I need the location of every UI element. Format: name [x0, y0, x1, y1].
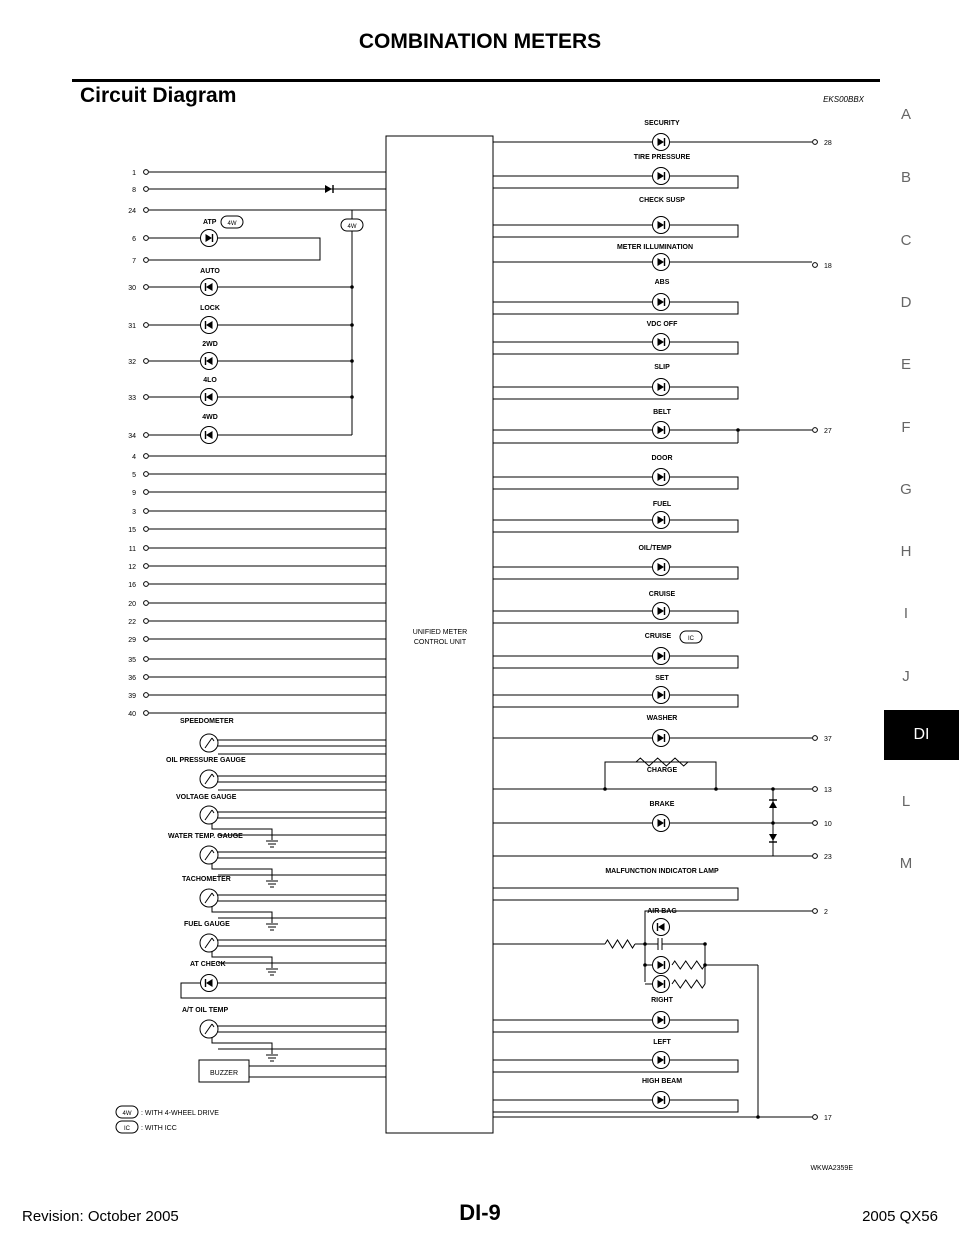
side-index-i[interactable]: I	[903, 605, 909, 622]
indicator-lamp-icon	[653, 730, 670, 747]
belt-lamp-icon	[653, 422, 670, 439]
wire	[493, 225, 738, 237]
auto-lamp-icon	[201, 279, 218, 296]
gauge-meter-icon	[200, 846, 218, 864]
right-lamp-label: CHARGE	[646, 767, 678, 774]
right-lamp-label: SECURITY	[644, 120, 680, 127]
gauge-meter-icon	[200, 934, 218, 952]
right-pin-terminal	[813, 909, 818, 914]
side-index-m[interactable]: M	[899, 855, 913, 872]
gauge-label: A/T OIL TEMP	[182, 1007, 229, 1014]
figure-code: WKWA2359E	[810, 1165, 853, 1172]
footer-page-number: DI-9	[459, 1200, 501, 1225]
side-index-d[interactable]: D	[900, 294, 912, 311]
gauge-meter-icon	[200, 734, 218, 752]
left-pin-number: 5	[132, 472, 136, 479]
wire	[645, 911, 812, 944]
indicator-label: AUTO	[200, 268, 220, 275]
left-pin-terminal	[144, 170, 149, 175]
junction-dot	[350, 395, 354, 399]
junction-dot	[703, 963, 707, 967]
wire	[493, 611, 738, 623]
left-pin-terminal	[144, 601, 149, 606]
2wd-lamp-icon	[201, 353, 218, 370]
right-pin-number: 37	[824, 736, 832, 743]
left-pin-number: 36	[128, 675, 136, 682]
indicator-lamp-icon	[653, 254, 670, 271]
wire	[493, 302, 738, 314]
left-pin-terminal	[144, 187, 149, 192]
right-lamp-label: BELT	[653, 409, 671, 416]
left-pin-number: 20	[128, 601, 136, 608]
left-pin-terminal	[144, 564, 149, 569]
left-pin-number: 4	[132, 454, 136, 461]
left-pin-terminal	[144, 711, 149, 716]
ground-icon	[266, 1055, 278, 1061]
wire	[493, 342, 738, 354]
right-pin-terminal	[813, 263, 818, 268]
junction-dot	[756, 1115, 760, 1119]
junction-dot	[350, 285, 354, 289]
left-pin-number: 6	[132, 236, 136, 243]
wire	[493, 520, 738, 532]
junction-dot	[643, 963, 647, 967]
right-pin-terminal	[813, 428, 818, 433]
right-lamp-label: AIR BAG	[647, 908, 677, 915]
unit-label-line1: UNIFIED METER	[412, 629, 468, 636]
right-lamp-label: HIGH BEAM	[641, 1078, 683, 1085]
left-pin-number: 22	[128, 619, 136, 626]
left-pin-terminal	[144, 582, 149, 587]
right-pin-number: 17	[824, 1115, 832, 1122]
side-index-l[interactable]: L	[901, 793, 911, 810]
left-pin-terminal	[144, 285, 149, 290]
indicator-lamp-icon	[653, 1052, 670, 1069]
left-pin-terminal	[144, 258, 149, 263]
right-pin-terminal	[813, 787, 818, 792]
right-pin-number: 23	[824, 854, 832, 861]
diode-icon	[325, 185, 332, 193]
right-pin-terminal	[813, 821, 818, 826]
right-pin-terminal	[813, 140, 818, 145]
wire	[493, 695, 738, 707]
side-index-c[interactable]: C	[900, 232, 912, 249]
4wd-lamp-icon	[201, 427, 218, 444]
tag-4w-atp-text: 4W	[227, 221, 237, 227]
left-pin-terminal	[144, 472, 149, 477]
right-pin-terminal	[813, 854, 818, 859]
left-pin-number: 3	[132, 509, 136, 516]
left-pin-terminal	[144, 509, 149, 514]
left-pin-number: 33	[128, 395, 136, 402]
brake-diode-icon	[769, 800, 777, 808]
wire	[493, 567, 738, 579]
left-pin-number: 32	[128, 359, 136, 366]
at-check-lamp-icon	[201, 975, 218, 992]
buzzer-label: BUZZER	[210, 1070, 238, 1077]
diode-triangle	[769, 834, 777, 841]
left-pin-terminal	[144, 433, 149, 438]
brake-diode-icon	[769, 834, 777, 842]
left-pin-number: 30	[128, 285, 136, 292]
indicator-label: 2WD	[202, 341, 218, 348]
indicator-label: ATP	[203, 219, 217, 226]
wire	[493, 387, 738, 399]
left-pin-number: 39	[128, 693, 136, 700]
right-lamp-label: MALFUNCTION INDICATOR LAMP	[605, 868, 719, 875]
wire	[493, 656, 738, 668]
gauge-label: OIL PRESSURE GAUGE	[166, 757, 246, 764]
side-index-di-active[interactable]: DI	[884, 710, 959, 760]
junction-dot	[771, 821, 775, 825]
junction-dot	[736, 428, 740, 432]
right-lamp-label: FUEL	[652, 501, 672, 508]
side-index-g[interactable]: G	[900, 481, 912, 498]
right-lamp-label: ABS	[654, 279, 670, 286]
left-pin-terminal	[144, 546, 149, 551]
side-index-h[interactable]: H	[900, 543, 912, 560]
junction-dot	[714, 787, 718, 791]
right-pin-number: 2	[824, 909, 828, 916]
gauge-meter-icon	[200, 770, 218, 788]
right-lamp-label: METER ILLUMINATION	[616, 244, 694, 251]
left-pin-terminal	[144, 693, 149, 698]
junction-dot	[643, 942, 647, 946]
footer-model: 2005 QX56	[862, 1208, 938, 1225]
airbag-lamp-icon	[653, 919, 670, 936]
airbag-resistor-icon	[672, 980, 705, 988]
left-pin-terminal	[144, 675, 149, 680]
right-lamp-label: BRAKE	[649, 801, 675, 808]
gauge-meter-icon	[200, 1020, 218, 1038]
left-pin-number: 29	[128, 637, 136, 644]
left-pin-number: 1	[132, 170, 136, 177]
junction-dot	[350, 323, 354, 327]
left-pin-terminal	[144, 454, 149, 459]
indicator-lamp-icon	[653, 512, 670, 529]
left-pin-terminal	[144, 236, 149, 241]
indicator-lamp-icon	[653, 648, 670, 665]
left-pin-number: 16	[128, 582, 136, 589]
right-lamp-label: CRUISE	[648, 591, 676, 598]
indicator-lamp-icon	[653, 134, 670, 151]
gauge-meter-icon	[200, 889, 218, 907]
indicator-lamp-icon	[653, 1012, 670, 1029]
indicator-lamp-icon	[653, 469, 670, 486]
side-index-j[interactable]: J	[902, 668, 910, 685]
gauge-label: VOLTAGE GAUGE	[176, 794, 237, 801]
wire	[493, 477, 738, 489]
left-pin-terminal	[144, 323, 149, 328]
gauge-label: TACHOMETER	[182, 876, 231, 883]
gauge-label: SPEEDOMETER	[180, 718, 234, 725]
wire	[493, 1020, 738, 1032]
left-pin-number: 31	[128, 323, 136, 330]
wire	[493, 1100, 738, 1112]
side-index-e[interactable]: E	[900, 356, 911, 373]
wire	[493, 1060, 738, 1072]
junction-dot	[771, 787, 775, 791]
diode-triangle	[769, 801, 777, 808]
wire	[493, 888, 738, 900]
indicator-lamp-icon	[653, 603, 670, 620]
lock-lamp-icon	[201, 317, 218, 334]
indicator-lamp-icon	[653, 379, 670, 396]
left-pin-number: 12	[128, 564, 136, 571]
airbag-resistor-icon	[605, 940, 635, 948]
legend-tag-ic-text: IC	[124, 1126, 130, 1132]
indicator-lamp-icon	[653, 559, 670, 576]
airbag-lamp-icon	[653, 976, 670, 993]
left-pin-number: 9	[132, 490, 136, 497]
gauge-label: AT CHECK	[190, 961, 226, 968]
side-index-a[interactable]: A	[900, 106, 911, 123]
left-pin-terminal	[144, 359, 149, 364]
airbag-resistor-icon	[672, 961, 705, 969]
right-lamp-label: SET	[655, 675, 669, 682]
indicator-label: LOCK	[200, 305, 220, 312]
gauge-meter-icon	[200, 806, 218, 824]
left-pin-number: 35	[128, 657, 136, 664]
wire	[493, 176, 738, 188]
right-pin-number: 27	[824, 428, 832, 435]
left-pin-number: 24	[128, 208, 136, 215]
junction-dot	[603, 787, 607, 791]
legend-text-ic: : WITH ICC	[141, 1125, 177, 1132]
section-title: Circuit Diagram	[80, 84, 237, 107]
indicator-lamp-icon	[653, 168, 670, 185]
tag-ic-cruise-text: IC	[688, 636, 694, 642]
right-pin-number: 28	[824, 140, 832, 147]
left-pin-number: 34	[128, 433, 136, 440]
page-header-title: COMBINATION METERS	[358, 30, 602, 53]
right-pin-number: 10	[824, 821, 832, 828]
right-lamp-label: VDC OFF	[646, 321, 678, 328]
left-pin-terminal	[144, 208, 149, 213]
indicator-label: 4LO	[203, 377, 217, 384]
ground-icon	[266, 841, 278, 847]
left-pin-terminal	[144, 619, 149, 624]
left-pin-number: 40	[128, 711, 136, 718]
ground-icon	[266, 969, 278, 975]
indicator-lamp-icon	[653, 334, 670, 351]
indicator-lamp-icon	[653, 1092, 670, 1109]
legend-text-4w: : WITH 4-WHEEL DRIVE	[141, 1110, 219, 1117]
indicator-lamp-icon	[653, 687, 670, 704]
atp-lamp-icon	[201, 230, 218, 247]
indicator-lamp-icon	[653, 294, 670, 311]
right-lamp-label: WASHER	[646, 715, 678, 722]
left-pin-terminal	[144, 657, 149, 662]
left-pin-number: 15	[128, 527, 136, 534]
left-pin-number: 8	[132, 187, 136, 194]
side-index-b[interactable]: B	[900, 169, 911, 186]
right-lamp-label: CRUISE	[644, 633, 672, 640]
right-pin-number: 13	[824, 787, 832, 794]
footer-revision: Revision: October 2005	[22, 1208, 179, 1225]
left-pin-number: 7	[132, 258, 136, 265]
right-pin-terminal	[813, 736, 818, 741]
left-pin-terminal	[144, 395, 149, 400]
junction-dot	[703, 942, 707, 946]
right-lamp-label: OIL/TEMP	[638, 545, 672, 552]
right-lamp-label: DOOR	[651, 455, 673, 462]
right-lamp-label: RIGHT	[651, 997, 673, 1004]
ground-icon	[266, 924, 278, 930]
side-index-f[interactable]: F	[901, 419, 911, 436]
right-pin-number: 18	[824, 263, 832, 270]
section-code: EKS00BBX	[823, 95, 864, 104]
4lo-lamp-icon	[201, 389, 218, 406]
right-pin-terminal	[813, 1115, 818, 1120]
right-lamp-label: TIRE PRESSURE	[633, 154, 691, 161]
unit-label-line2: CONTROL UNIT	[413, 639, 467, 646]
left-pin-number: 11	[128, 546, 136, 553]
ground-icon	[266, 881, 278, 887]
gauge-label: WATER TEMP. GAUGE	[168, 833, 243, 840]
right-lamp-label: CHECK SUSP	[639, 197, 685, 204]
left-pin-terminal	[144, 527, 149, 532]
legend-tag-4w-text: 4W	[122, 1111, 132, 1117]
indicator-lamp-icon	[653, 815, 670, 832]
right-lamp-label: SLIP	[654, 364, 670, 371]
gauge-label: FUEL GAUGE	[184, 921, 230, 928]
left-pin-terminal	[144, 637, 149, 642]
left-pin-terminal	[144, 490, 149, 495]
junction-dot	[350, 359, 354, 363]
right-lamp-label: LEFT	[653, 1039, 671, 1046]
airbag-lamp-icon	[653, 957, 670, 974]
indicator-label: 4WD	[202, 414, 218, 421]
wire	[149, 238, 320, 260]
tag-4w-bus-text: 4W	[347, 224, 357, 230]
indicator-lamp-icon	[653, 217, 670, 234]
wire	[212, 1038, 272, 1054]
